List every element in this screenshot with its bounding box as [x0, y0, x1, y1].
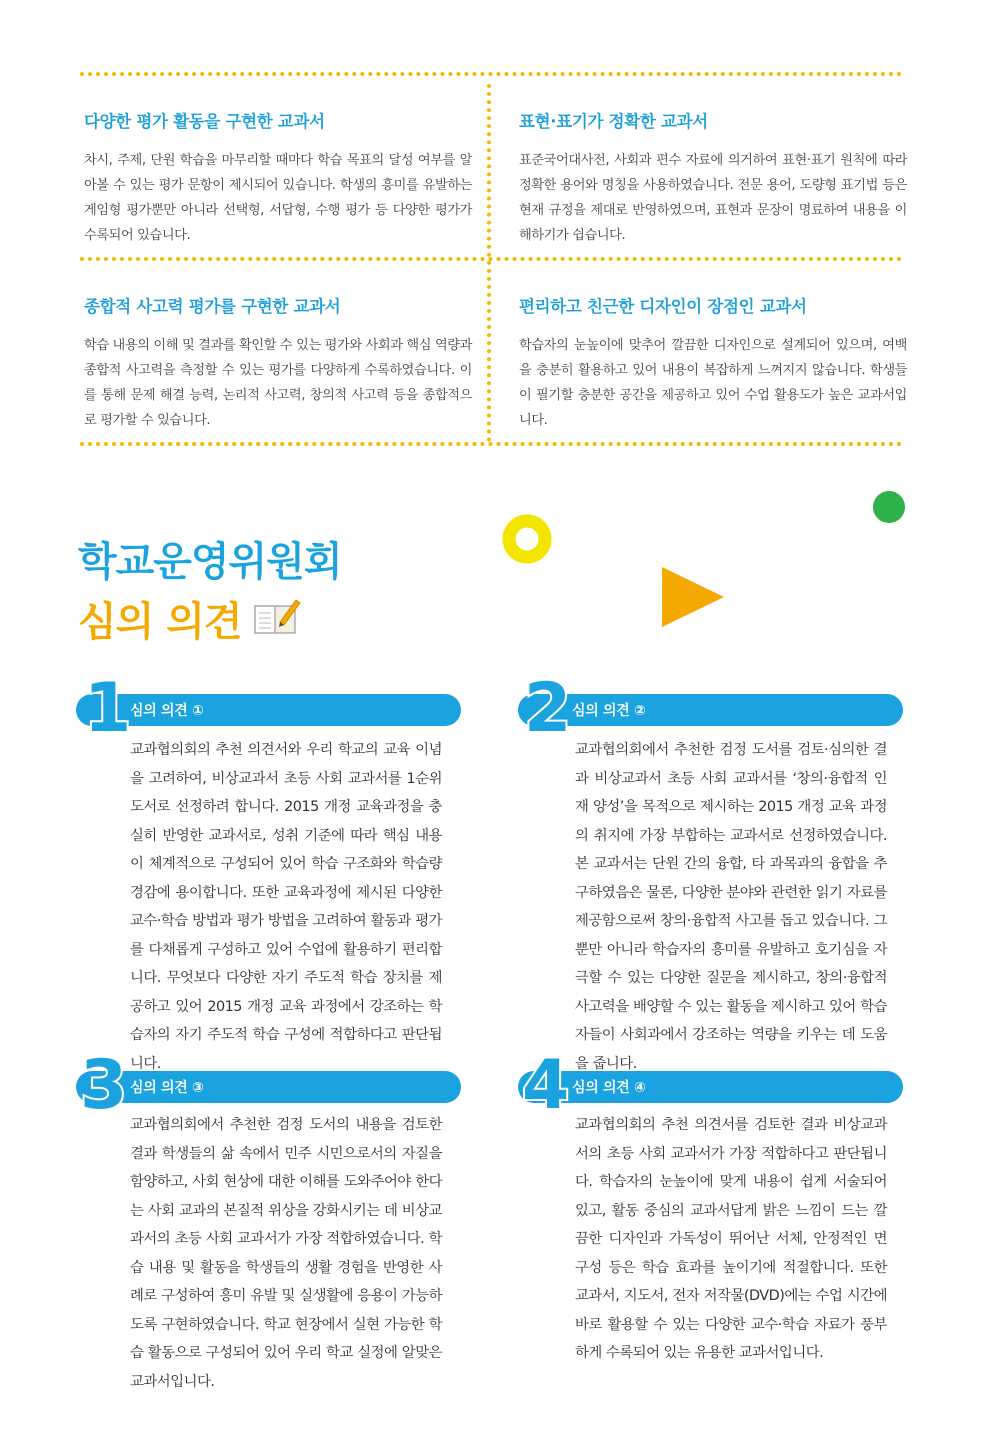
- feature-accurate-notation: [519, 108, 907, 248]
- notepad-pencil-icon: [252, 596, 302, 636]
- section-subtitle: 심의 의견: [78, 599, 242, 645]
- feature-friendly-design: [519, 293, 907, 433]
- vertical-dotted-divider: [487, 84, 491, 442]
- feature-title: 다양한 평가 활동을 구현한 교과서: [84, 112, 325, 131]
- opinion-label: 심의 의견 ④: [572, 1080, 646, 1096]
- opinion-body: 교과협의회의 추천 의견서를 검토한 결과 비상교과서의 초등 사회 교과서가 가장 적합하다고 판단됩니다. 학습자의 눈높이에 맞게 내용이 쉽게 서술되어 있고, 활동 중심의 교과서답게 밝은 느낌이 드는 깔끔한 디자인과 가독성이 뛰어난 서체, 안정적인 면 구성 등은 학습 효과를 높이기에 적절합니다. 또한 교과서, 지도서, 전자 저작물(DVD)에는 수업 시간에 바로 활용할 수 있는 다양한 교수·학습 자료가 풍부하게 수록되어 있는 유용한 교과서입니다.: [575, 1117, 887, 1361]
- feature-body: 학습 내용의 이해 및 결과를 확인할 수 있는 평가와 사회과 핵심 역량과 종합적 사고력을 측정할 수 있는 평가를 다양하게 수록하였습니다. 이를 통해 문제 해결 능력, 논리적 사고력, 창의적 사고력 등을 종합적으로 평가할 수 있습니다.: [84, 338, 472, 428]
- opinion-number: 4: [522, 1046, 570, 1125]
- feature-body: 차시, 주제, 단원 학습을 마무리할 때마다 학습 목표의 달성 여부를 알아볼 수 있는 평가 문항이 제시되어 있습니다. 학생의 흥미를 유발하는 게임형 평가뿐만 아니라 선택형, 서답형, 수행 평가 등 다양한 평가가 수록되어 있습니다.: [84, 153, 472, 243]
- feature-body: 학습자의 눈높이에 맞추어 깔끔한 디자인으로 설계되어 있으며, 여백을 충분히 활용하고 있어 내용이 복잡하게 느껴지지 않습니다. 학생들이 필기할 충분한 공간을 제공하고 있어 수업 활용도가 높은 교과서입니다.: [519, 338, 907, 428]
- ring-decoration: [500, 512, 554, 566]
- opinion-header-bar: [518, 1071, 903, 1103]
- opinion-header-bar: [76, 694, 461, 726]
- opinion-body: 교과협의회에서 추천한 검정 도서의 내용을 검토한 결과 학생들의 삶 속에서 민주 시민으로서의 자질을 함양하고, 사회 현상에 대한 이해를 도와주어야 한다는 사회 교과의 본질적 위상을 강화시키는 데 비상교과서의 초등 사회 교과서가 가장 적합하였습니다. 학습 내용 및 활동을 학생들의 생활 경험을 반영한 사례로 구성하여 흥미 유발 및 실생활에 응용이 가능하도록 구현하였습니다. 학교 현장에서 실현 가능한 학습 활동으로 구성되어 있어 우리 학교 실정에 알맞은 교과서입니다.: [130, 1117, 442, 1390]
- opinion-header-bar: [518, 694, 903, 726]
- top-dotted-divider: [80, 72, 902, 76]
- feature-diverse-evaluation: [84, 108, 472, 248]
- opinion-number: 1: [84, 669, 132, 748]
- feature-title: 표현·표기가 정확한 교과서: [519, 112, 708, 131]
- opinion-number: 2: [524, 669, 572, 748]
- feature-title: 편리하고 친근한 디자인이 장점인 교과서: [519, 297, 807, 316]
- bottom-dotted-divider: [80, 442, 902, 446]
- green-dot-decoration: [872, 490, 906, 524]
- opinion-header-bar: [76, 1071, 461, 1103]
- middle-dotted-divider: [80, 257, 902, 261]
- opinion-number: 3: [80, 1046, 128, 1125]
- section-title: 학교운영위원회: [78, 539, 342, 585]
- opinion-body: 교과협의회의 추천 의견서와 우리 학교의 교육 이념을 고려하여, 비상교과서 초등 사회 교과서를 1순위 도서로 선정하려 합니다. 2015 개정 교육과정을 충실히 반영한 교과서로, 성취 기준에 따라 핵심 내용이 체계적으로 구성되어 있어 학습 구조화와 학습량 경감에 용이합니다. 또한 교육과정에 제시된 다양한 교수·학습 방법과 평가 방법을 고려하여 활동과 평가를 다채롭게 구성하고 있어 수업에 활용하기 편리합니다. 무엇보다 다양한 자기 주도적 학습 장치를 제공하고 있어 2015 개정 교육 과정에서 강조하는 학습자의 자기 주도적 학습 구성에 적합하다고 판단됩니다.: [130, 742, 442, 1072]
- opinion-label: 심의 의견 ③: [130, 1080, 204, 1096]
- feature-body: 표준국어대사전, 사회과 편수 자료에 의거하여 표현·표기 원칙에 따라 정확한 용어와 명칭을 사용하였습니다. 전문 용어, 도량형 표기법 등은 현재 규정을 제대로 반영하였으며, 표현과 문장이 명료하여 내용을 이해하기가 쉽습니다.: [519, 153, 907, 243]
- opinion-label: 심의 의견 ②: [572, 703, 646, 719]
- opinion-body: 교과협의회에서 추천한 검정 도서를 검토·심의한 결과 비상교과서 초등 사회 교과서를 ‘창의·융합적 인재 양성’을 목적으로 제시하는 2015 개정 교육 과정의 취지에 가장 부합하는 교과서로 선정하였습니다. 본 교과서는 단원 간의 융합, 타 과목과의 융합을 추구하였음은 물론, 다양한 분야와 관련한 읽기 자료를 제공함으로써 창의·융합적 사고를 돕고 있습니다. 그뿐만 아니라 학습자의 흥미를 유발하고 호기심을 자극할 수 있는 다양한 질문을 제시하고, 창의·융합적 사고력을 배양할 수 있는 활동을 제시하고 있어 학습자들이 사회과에서 강조하는 역량을 키우는 데 도움을 줍니다.: [575, 742, 887, 1072]
- feature-comprehensive-thinking: [84, 293, 472, 433]
- feature-title: 종합적 사고력 평가를 구현한 교과서: [84, 297, 341, 316]
- opinion-label: 심의 의견 ①: [130, 703, 204, 719]
- play-triangle-decoration: [660, 565, 726, 629]
